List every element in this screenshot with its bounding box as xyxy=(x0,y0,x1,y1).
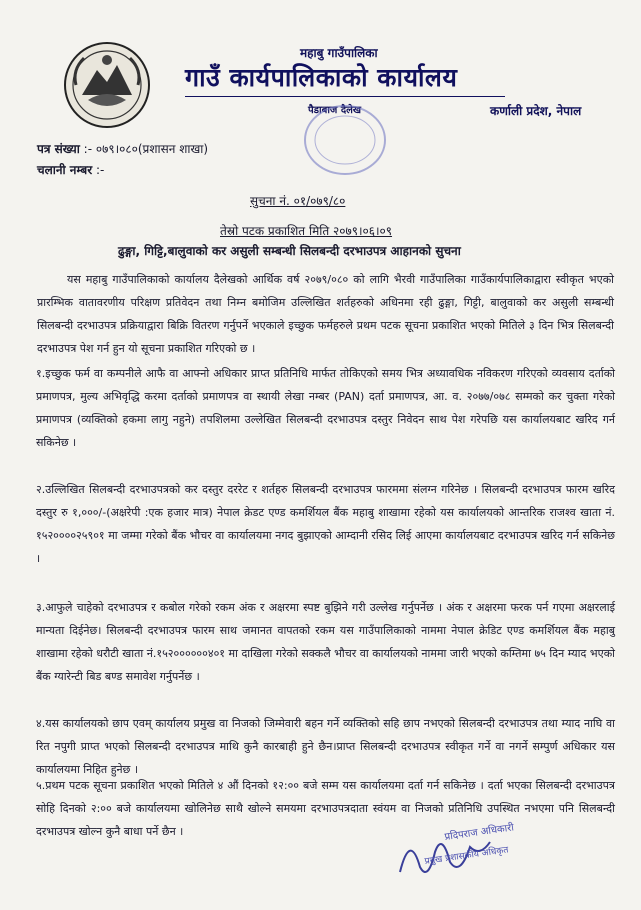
intro-paragraph: यस महाबु गाउँपालिकाको कार्यालय दैलेखको आर्थिक वर्ष २०७९/०८० को लागि भैरवी गाउँपालिका गाउँकार्यपालिकाद्वारा स्वीकृत भएको प्रारम्भिक वातावरणीय परिक्षण प्रतिवेदन तथा निम्न बमोजिम उल्लिखित शर्तहरुको अधिनमा रही ढुङ्गा, गिट्टी, बालुवाको कर असुली सम्बन्धी सिलबन्दी दरभाउपत्र प्रक्रियाद्वारा बिक्रि वितरण गर्नुपर्ने भएकाले इच्छुक फर्महरुले प्रथम पटक सूचना प्रकाशित भएको मितिले ३ दिन भित्र सिलबन्दी दरभाउपत्र पेश गर्न हुन यो सूचना प्रकाशित गरिएको छ । xyxy=(37,273,614,355)
condition-1: १.इच्छुक फर्म वा कम्पनीले आफै वा आफ्नो अधिकार प्राप्त प्रतिनिधि मार्फत तोकिएको समय भित्र अध्यावधिक नविकरण गरिएको व्यवसाय दर्ताको प्रमाणपत्र, मुल्य अभिवृद्धि करमा दर्ताको प्रमाणपत्र वा स्थायी लेखा नम्बर (PAN) दर्ता प्रमाणपत्र, आ. व. २०७७/०७८ सम्मको कर चुक्ता गरेको प्रमाणपत्र (व्यक्तिको हकमा लागु नहुने) तपशिलमा उल्लेखित सिलबन्दी दरभाउपत्र दस्तुर निवेदन साथ पेश गरेपछि यस कार्यालयबाट खरिद गर्न सकिनेछ । xyxy=(36,367,615,449)
office-stamp-icon xyxy=(300,100,390,180)
office-title: गाउँ कार्यपालिकाको कार्यालय xyxy=(185,63,458,92)
dispatch-number xyxy=(37,161,104,178)
letter-number xyxy=(37,140,208,157)
notice-number: सुचना नं. ०१/०७९/८० xyxy=(250,194,346,208)
dispatch-number-value: :- xyxy=(95,163,105,177)
publish-date: तेस्रो पटक प्रकाशित मिति २०७९।०६।०९ xyxy=(220,224,393,238)
header-underline xyxy=(185,96,505,97)
condition-4: ४.यस कार्यालयको छाप एवम् कार्यालय प्रमुख वा निजको जिम्मेवारी बहन गर्ने व्यक्तिको सहि छाप नभएको सिलबन्दी दरभाउपत्र तथा म्याद नाघि वा रित नपुगी प्राप्त भएको सिलबन्दी दरभाउपत्र माथि कुनै कारबाही हुने छैन।प्राप्त सिलबन्दी दरभाउपत्र स्वीकृत गर्ने वा नगर्ने सम्पुर्ण अधिकार यस कार्यालयमा निहित हुनेछ । xyxy=(36,717,615,776)
nepal-emblem-icon xyxy=(62,40,152,130)
condition-3: ३.आफुले चाहेको दरभाउपत्र र कबोल गरेको रकम अंक र अक्षरमा स्पष्ट बुझिने गरी उल्लेख गर्नुपर्नेछ । अंक र अक्षरमा फरक पर्न गएमा अक्षरलाई मान्यता दिईनेछ। सिलबन्दी दरभाउपत्र फारम साथ जमानत वापतको रकम यस गाउँपालिकाको नाममा नेपाल क्रेडिट एण्ड कमर्शियल बैंक महाबु शाखामा रहेको धरौटी खाता नं.१५२००००००४०१ मा दाखिला गरेको सक्कलै भौचर वा कार्यालयको नाममा जारी भएको कम्तिमा ७५ दिन म्याद भएको बैंक ग्यारेन्टी बिड बण्ड समावेश गर्नुपर्नेछ । xyxy=(36,601,615,683)
signer-title: प्रमुख प्रशासकीय अधिकृत xyxy=(424,845,510,867)
condition-5: ५.प्रथम पटक सूचना प्रकाशित भएको मितिले ४ औं दिनको १२:०० बजे सम्म यस कार्यालयमा दर्ता गर्न सकिनेछ । दर्ता भएका सिलबन्दी दरभाउपत्र सोहि दिनको २:०० बजे कार्यालयमा खोलिनेछ साथै खोल्ने समयमा दरभाउपत्रदाता स्वंयम वा निजको प्रतिनिधि उपस्थित नभएमा पनि सिलबन्दी दरभाउपत्र खोल्न कुनै बाधा पर्ने छैन । xyxy=(36,779,615,838)
letter-number-label: पत्र संख्या xyxy=(37,142,80,156)
municipality-name: महाबु गाउँपालिका xyxy=(300,46,378,60)
office-location: कर्णाली प्रदेश, नेपाल xyxy=(490,104,582,118)
notice-subject: ढुङ्गा, गिट्टि,बालुवाको कर असुली सम्बन्धी सिलबन्दी दरभाउपत्र आहानको सुचना xyxy=(118,244,461,258)
signature-stamp xyxy=(390,812,540,892)
condition-2: २.उल्लिखित सिलबन्दी दरभाउपत्रको कर दस्तुर दररेट र शर्तहरु सिलबन्दी दरभाउपत्र फारममा संलग्न गरिनेछ । सिलबन्दी दरभाउपत्र फारम खरिद दस्तुर रु १,०००/-(अक्षरेपी :एक हजार मात्र) नेपाल क्रेडट एण्ड कमर्शियल बैंक महाबु शाखामा रहेको यस कार्यालयको आन्तरिक राजश्व खाता नं. १५२००००२५९०१ मा जम्मा गरेको बैंक भौचर वा कार्यालयमा नगद बुझाएको आम्दानी रसिद लिई आएमा कार्यालयबाट दरभाउपत्र खरिद गर्न सकिनेछ । xyxy=(36,483,615,565)
signer-name: प्रदिपराज अधिकारी xyxy=(443,822,515,843)
dispatch-number-label: चलानी नम्बर xyxy=(37,163,93,177)
office-subtitle: पैडाबाज दैलेख xyxy=(308,105,362,116)
letter-number-value: :- ०७९।०८०(प्रशासन शाखा) xyxy=(83,142,209,156)
